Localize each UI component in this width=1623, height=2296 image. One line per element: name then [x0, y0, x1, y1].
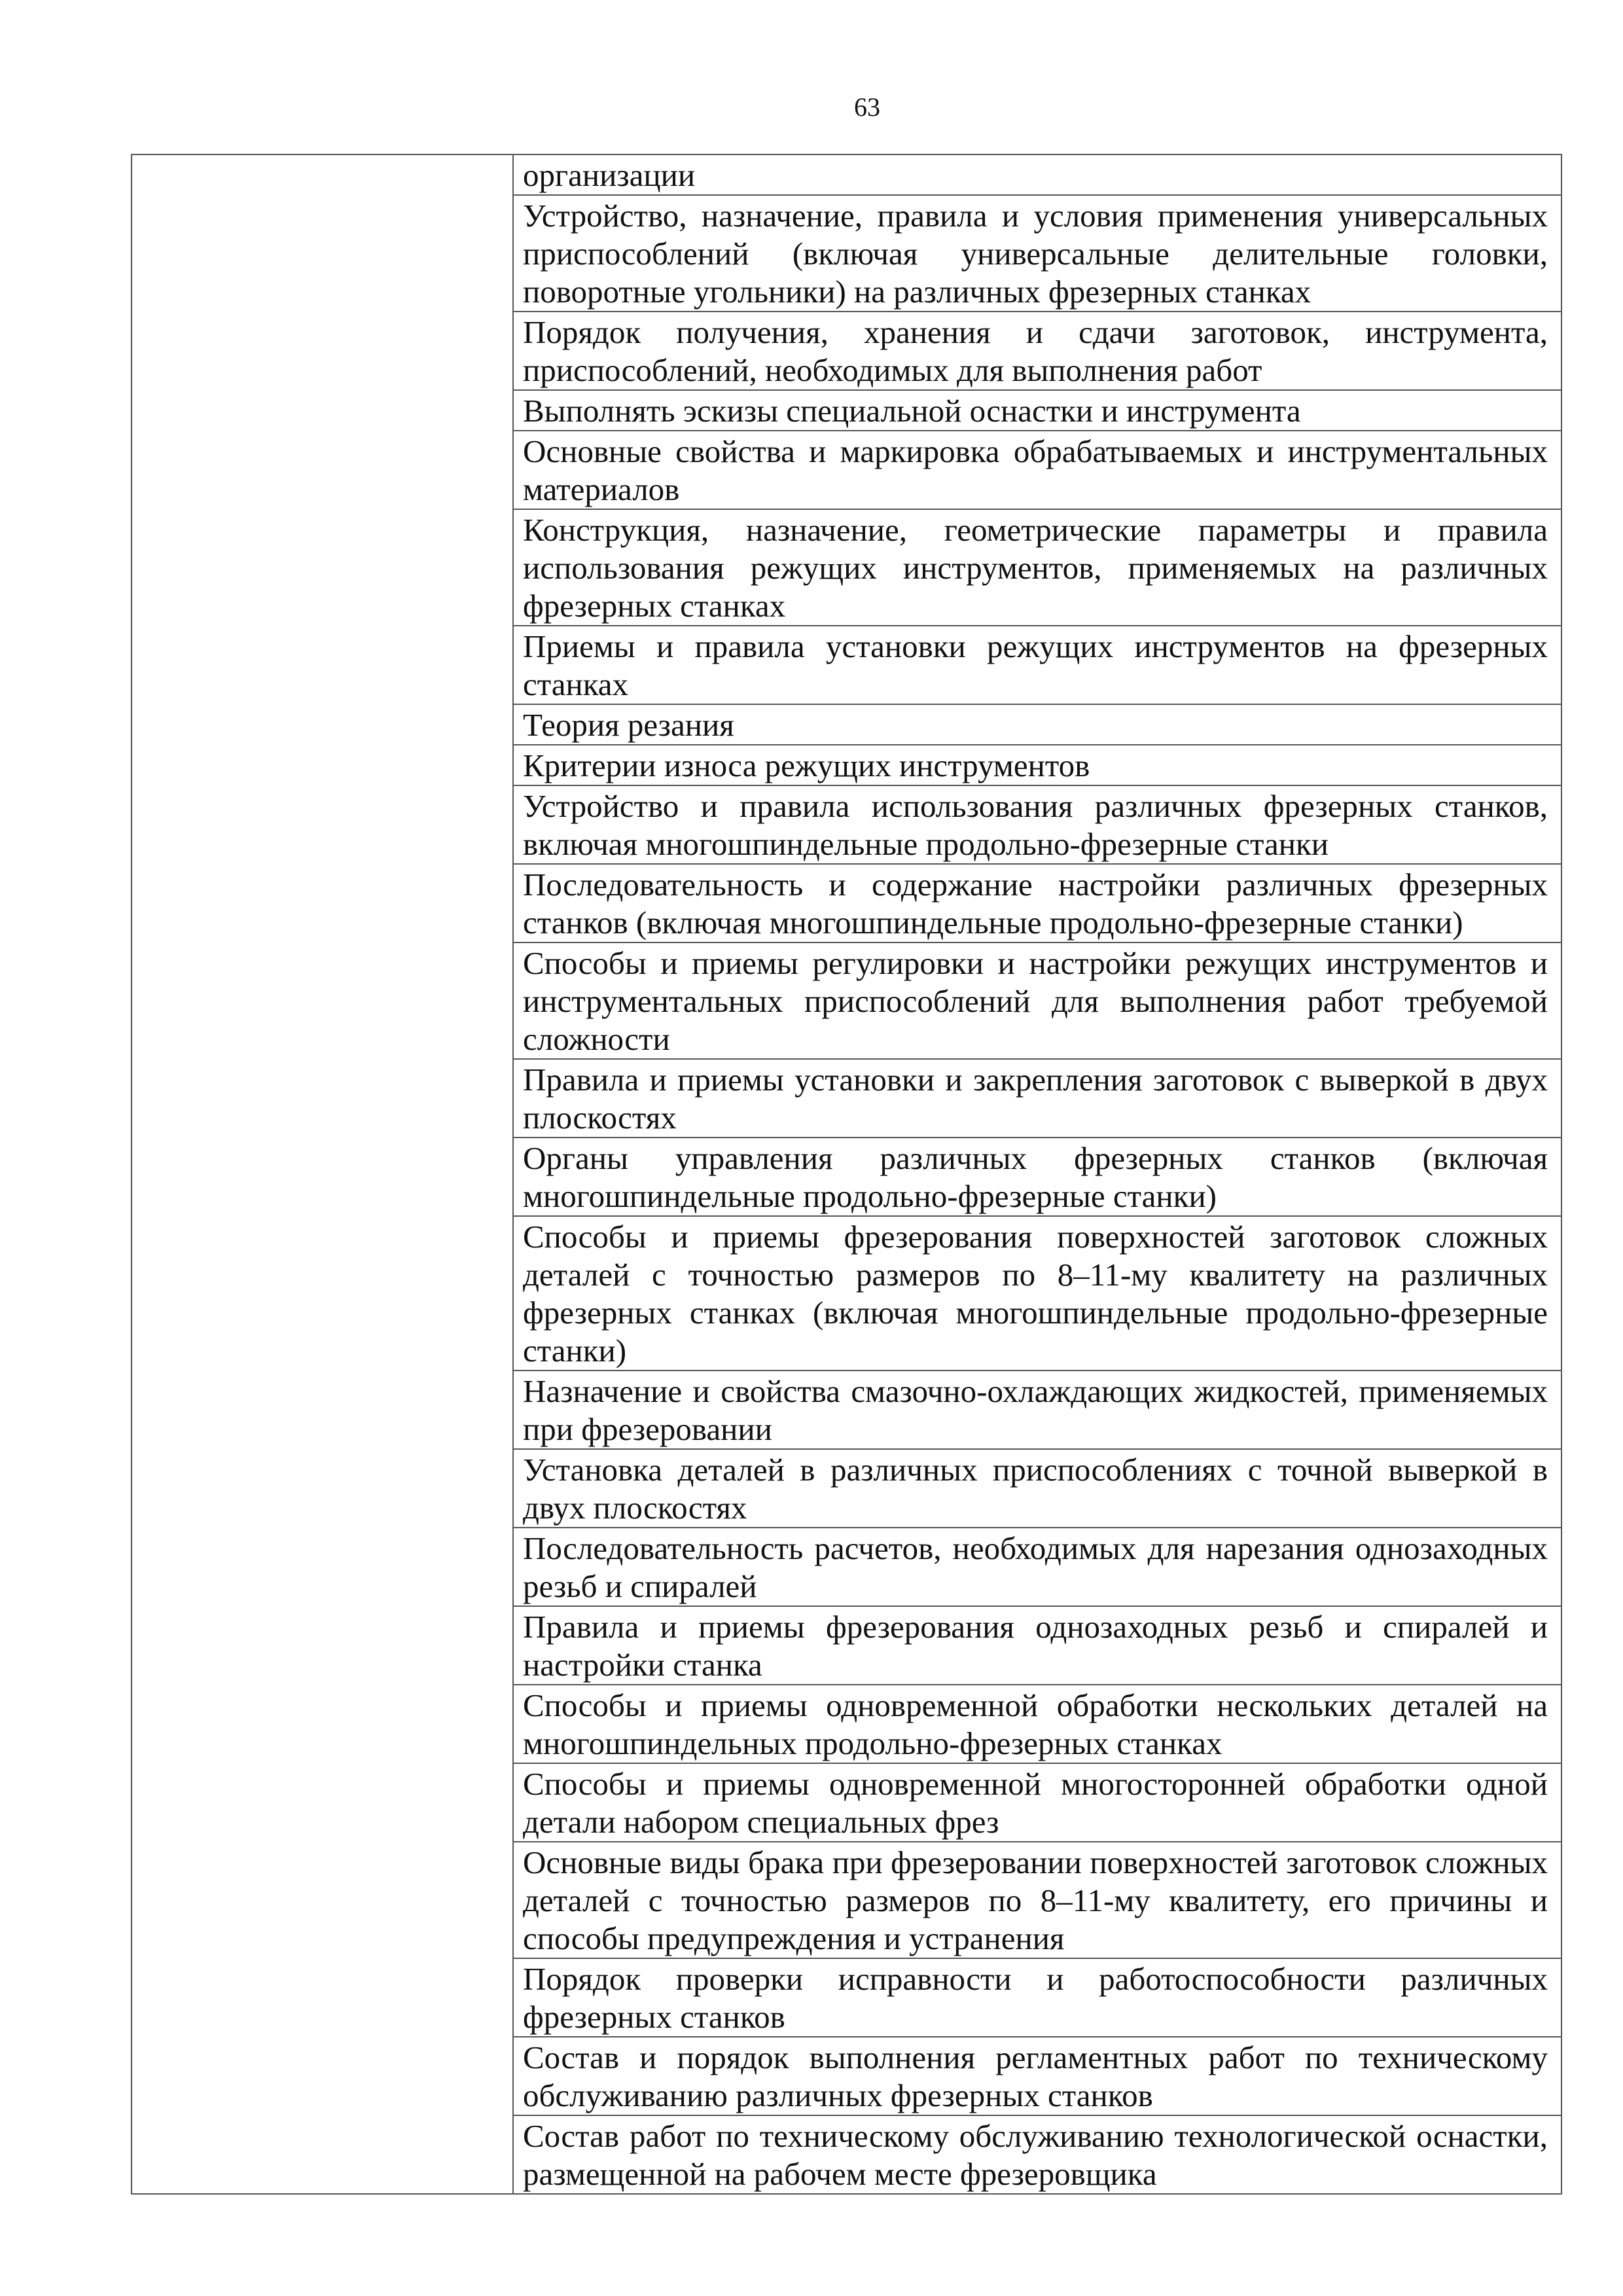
cell-text: Устройство и правила использования различных фрезерных станков, включая многошпиндельные продольно-фрезерные станки: [523, 788, 1548, 862]
cell-text: Порядок проверки исправности и работоспособности различных фрезерных станков: [523, 1961, 1548, 2035]
cell-text: Основные свойства и маркировка обрабатываемых и инструментальных материалов: [523, 433, 1548, 507]
cell-text: организации: [523, 157, 696, 193]
page-number: 63: [854, 92, 880, 122]
table-cell: [513, 312, 1561, 390]
table-cell: [513, 745, 1561, 785]
cell-text: Выполнять эскизы специальной оснастки и инструмента: [523, 393, 1301, 429]
cell-text: Органы управления различных фрезерных станков (включая многошпиндельные продольно-фрезерные станки): [523, 1140, 1548, 1214]
table-cell: [513, 1958, 1561, 2037]
cell-text: Последовательность расчетов, необходимых для нарезания однозаходных резьб и спиралей: [523, 1530, 1548, 1604]
table-cell: [513, 626, 1561, 704]
table-cell: [513, 942, 1561, 1059]
table-cell: [513, 2115, 1561, 2194]
cell-text: Способы и приемы регулировки и настройки режущих инструментов и инструментальных приспособлений для выполнения работ требуемой сложности: [523, 945, 1548, 1057]
table-cell: [513, 785, 1561, 864]
cell-text: Устройство, назначение, правила и условия применения универсальных приспособлений (включая универсальные делительные головки, поворотные угольники) на различных фрезерных станках: [523, 198, 1548, 310]
cell-text: Способы и приемы одновременной многосторонней обработки одной детали набором специальных фрез: [523, 1766, 1548, 1840]
cell-text: Основные виды брака при фрезеровании поверхностей заготовок сложных деталей с точностью размеров по 8–11-му квалитету, его причины и способы предупреждения и устранения: [523, 1844, 1548, 1956]
table-row: [132, 154, 1561, 195]
table-cell: [513, 2037, 1561, 2115]
cell-text: Приемы и правила установки режущих инструментов на фрезерных станках: [523, 628, 1548, 702]
cell-text: Состав и порядок выполнения регламентных работ по техническому обслуживанию различных фрезерных станков: [523, 2039, 1548, 2113]
cell-text: Правила и приемы установки и закрепления заготовок с выверкой в двух плоскостях: [523, 1062, 1548, 1136]
table-body: [132, 154, 1561, 2194]
table-cell: [513, 195, 1561, 312]
cell-text: Конструкция, назначение, геометрические параметры и правила использования режущих инструментов, применяемых на различных фрезерных станках: [523, 512, 1548, 624]
cell-text: Способы и приемы фрезерования поверхностей заготовок сложных деталей с точностью размеров по 8–11-му квалитету на различных фрезерных станках (включая многошпиндельные продольно-фрезерные станки): [523, 1219, 1548, 1369]
table-cell: [513, 1216, 1561, 1371]
table-cell: [513, 431, 1561, 509]
cell-text: Теория резания: [523, 707, 734, 743]
table-cell: [513, 704, 1561, 745]
table-cell: [513, 390, 1561, 431]
cell-text: Установка деталей в различных приспособлениях с точной выверкой в двух плоскостях: [523, 1452, 1548, 1526]
cell-text: Назначение и свойства смазочно-охлаждающих жидкостей, применяемых при фрезеровании: [523, 1373, 1548, 1447]
cell-text: Состав работ по техническому обслуживанию технологической оснастки, размещенной на рабочем месте фрезеровщика: [523, 2118, 1548, 2192]
table-cell: [513, 1449, 1561, 1528]
table-cell: [513, 1606, 1561, 1685]
table-cell: [513, 864, 1561, 942]
table-cell: [513, 1138, 1561, 1216]
cell-text: Способы и приемы одновременной обработки нескольких деталей на многошпиндельных продольно-фрезерных станках: [523, 1687, 1548, 1761]
table-cell: [513, 1685, 1561, 1763]
table-cell: [513, 1528, 1561, 1606]
table-cell: [513, 1059, 1561, 1138]
cell-text: Критерии износа режущих инструментов: [523, 747, 1090, 783]
left-column-cell: [132, 154, 513, 2194]
table-cell: [513, 154, 1561, 195]
table-cell: [513, 509, 1561, 626]
requirements-table: [131, 154, 1562, 2195]
cell-text: Последовательность и содержание настройки различных фрезерных станков (включая многошпиндельные продольно-фрезерные станки): [523, 867, 1548, 941]
table-cell: [513, 1842, 1561, 1958]
table-cell: [513, 1763, 1561, 1842]
cell-text: Порядок получения, хранения и сдачи заготовок, инструмента, приспособлений, необходимых для выполнения работ: [523, 314, 1548, 388]
table-cell: [513, 1371, 1561, 1449]
cell-text: Правила и приемы фрезерования однозаходных резьб и спиралей и настройки станка: [523, 1609, 1548, 1683]
